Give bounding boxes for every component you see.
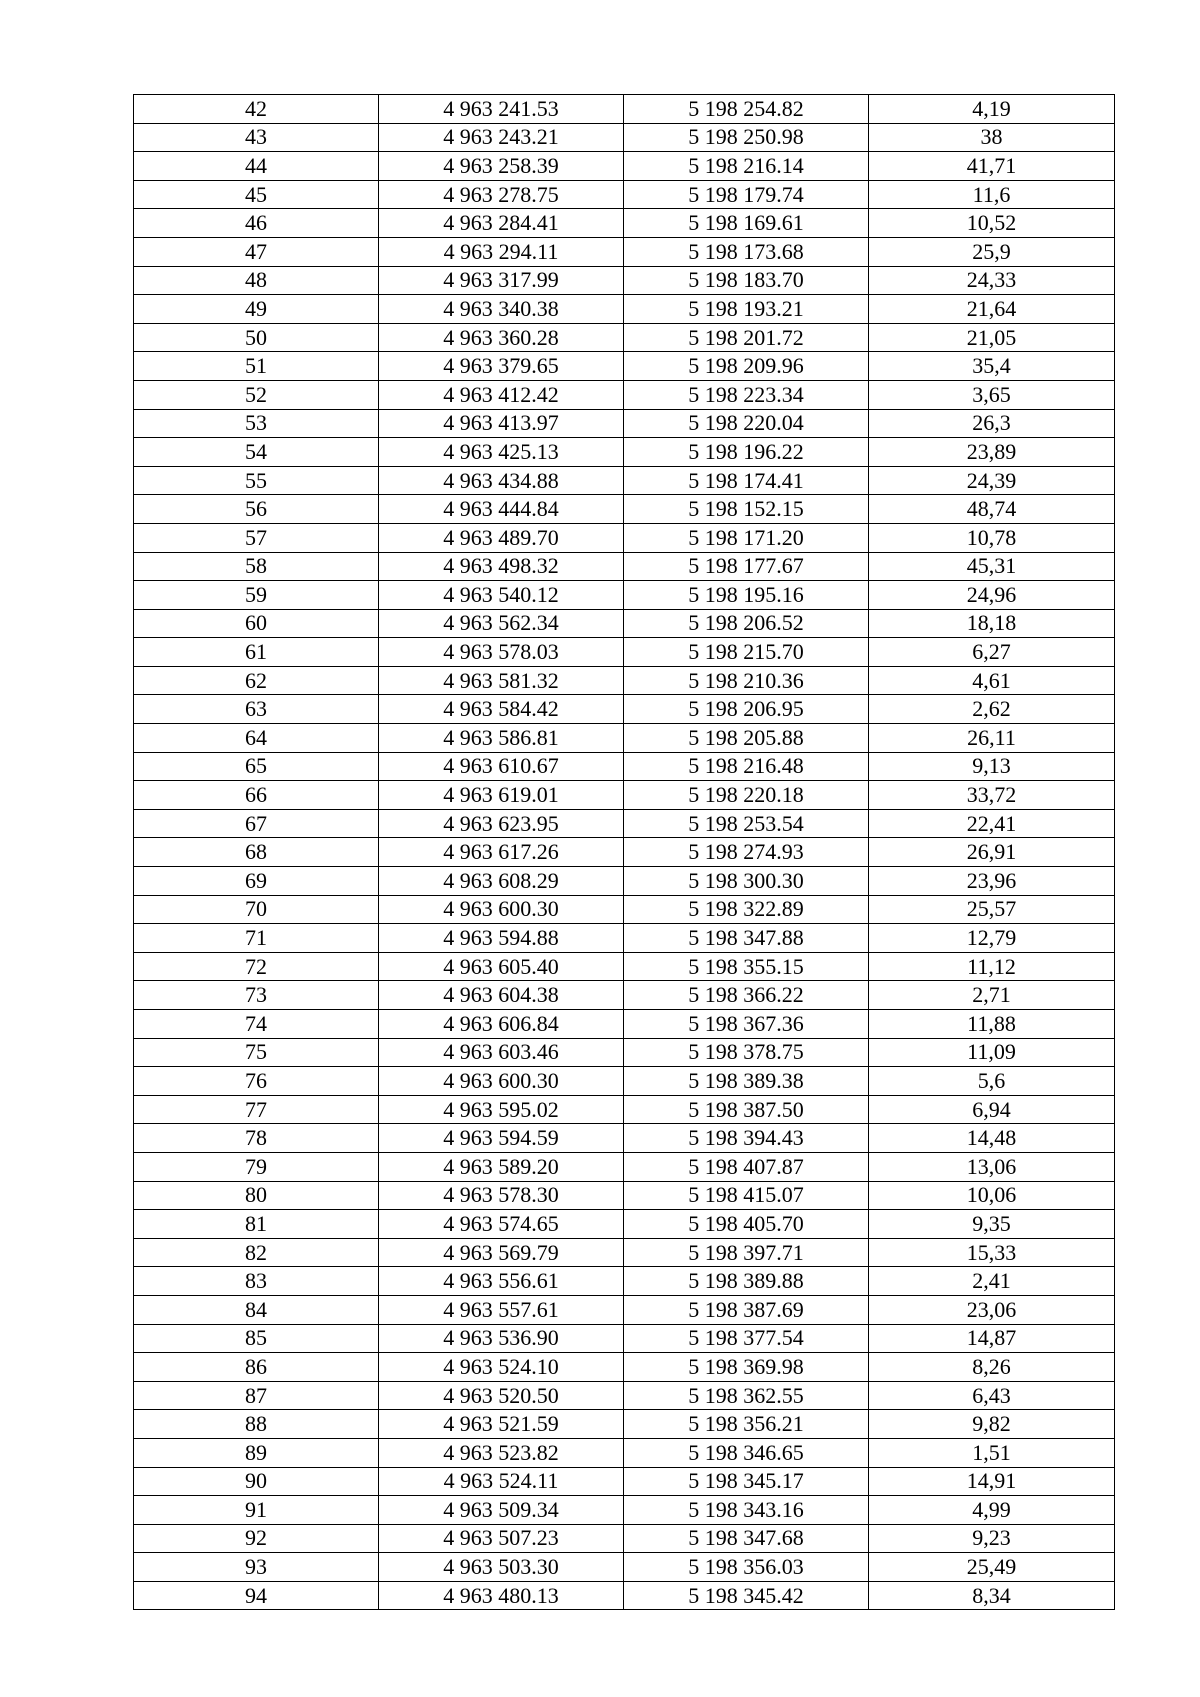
- table-row: [134, 495, 1115, 524]
- distance-cell: 13,06: [869, 1152, 1115, 1181]
- distance-cell: 26,3: [869, 409, 1115, 438]
- distance-cell: 9,13: [869, 752, 1115, 781]
- x-coordinate-cell: 4 963 557.61: [379, 1295, 624, 1324]
- point-number-cell: 48: [134, 266, 379, 295]
- table-row: [134, 1238, 1115, 1267]
- point-number-cell: 62: [134, 666, 379, 695]
- coordinates-table-body: [134, 95, 1115, 1610]
- y-coordinate-cell: 5 198 195.16: [624, 581, 869, 610]
- x-coordinate-cell: 4 963 569.79: [379, 1238, 624, 1267]
- distance-cell: 48,74: [869, 495, 1115, 524]
- x-coordinate-cell: 4 963 507.23: [379, 1524, 624, 1553]
- table-row: [134, 1553, 1115, 1582]
- x-coordinate-cell: 4 963 578.30: [379, 1181, 624, 1210]
- y-coordinate-cell: 5 198 216.14: [624, 152, 869, 181]
- point-number-cell: 51: [134, 352, 379, 381]
- x-coordinate-cell: 4 963 489.70: [379, 523, 624, 552]
- table-row: [134, 266, 1115, 295]
- table-row: [134, 1095, 1115, 1124]
- point-number-cell: 42: [134, 95, 379, 124]
- y-coordinate-cell: 5 198 346.65: [624, 1438, 869, 1467]
- distance-cell: 9,82: [869, 1410, 1115, 1439]
- distance-cell: 9,23: [869, 1524, 1115, 1553]
- point-number-cell: 59: [134, 581, 379, 610]
- point-number-cell: 64: [134, 724, 379, 753]
- y-coordinate-cell: 5 198 183.70: [624, 266, 869, 295]
- point-number-cell: 89: [134, 1438, 379, 1467]
- distance-cell: 14,91: [869, 1467, 1115, 1496]
- table-row: [134, 1038, 1115, 1067]
- x-coordinate-cell: 4 963 584.42: [379, 695, 624, 724]
- y-coordinate-cell: 5 198 389.38: [624, 1067, 869, 1096]
- x-coordinate-cell: 4 963 540.12: [379, 581, 624, 610]
- table-row: [134, 924, 1115, 953]
- point-number-cell: 47: [134, 237, 379, 266]
- distance-cell: 25,49: [869, 1553, 1115, 1582]
- y-coordinate-cell: 5 198 171.20: [624, 523, 869, 552]
- y-coordinate-cell: 5 198 169.61: [624, 209, 869, 238]
- point-number-cell: 65: [134, 752, 379, 781]
- distance-cell: 22,41: [869, 809, 1115, 838]
- point-number-cell: 79: [134, 1152, 379, 1181]
- x-coordinate-cell: 4 963 294.11: [379, 237, 624, 266]
- distance-cell: 4,61: [869, 666, 1115, 695]
- point-number-cell: 50: [134, 323, 379, 352]
- distance-cell: 6,27: [869, 638, 1115, 667]
- y-coordinate-cell: 5 198 193.21: [624, 295, 869, 324]
- table-row: [134, 609, 1115, 638]
- y-coordinate-cell: 5 198 206.52: [624, 609, 869, 638]
- x-coordinate-cell: 4 963 600.30: [379, 895, 624, 924]
- y-coordinate-cell: 5 198 355.15: [624, 952, 869, 981]
- table-row: [134, 523, 1115, 552]
- distance-cell: 24,33: [869, 266, 1115, 295]
- y-coordinate-cell: 5 198 407.87: [624, 1152, 869, 1181]
- table-row: [134, 123, 1115, 152]
- distance-cell: 33,72: [869, 781, 1115, 810]
- point-number-cell: 73: [134, 981, 379, 1010]
- distance-cell: 10,78: [869, 523, 1115, 552]
- point-number-cell: 93: [134, 1553, 379, 1582]
- distance-cell: 8,34: [869, 1581, 1115, 1610]
- point-number-cell: 58: [134, 552, 379, 581]
- point-number-cell: 91: [134, 1496, 379, 1525]
- y-coordinate-cell: 5 198 174.41: [624, 466, 869, 495]
- table-row: [134, 1381, 1115, 1410]
- y-coordinate-cell: 5 198 196.22: [624, 438, 869, 467]
- y-coordinate-cell: 5 198 356.21: [624, 1410, 869, 1439]
- distance-cell: 8,26: [869, 1353, 1115, 1382]
- x-coordinate-cell: 4 963 600.30: [379, 1067, 624, 1096]
- table-row: [134, 409, 1115, 438]
- distance-cell: 45,31: [869, 552, 1115, 581]
- distance-cell: 14,87: [869, 1324, 1115, 1353]
- y-coordinate-cell: 5 198 347.68: [624, 1524, 869, 1553]
- point-number-cell: 92: [134, 1524, 379, 1553]
- y-coordinate-cell: 5 198 215.70: [624, 638, 869, 667]
- y-coordinate-cell: 5 198 210.36: [624, 666, 869, 695]
- table-row: [134, 1067, 1115, 1096]
- x-coordinate-cell: 4 963 360.28: [379, 323, 624, 352]
- table-row: [134, 323, 1115, 352]
- distance-cell: 25,57: [869, 895, 1115, 924]
- y-coordinate-cell: 5 198 387.69: [624, 1295, 869, 1324]
- x-coordinate-cell: 4 963 434.88: [379, 466, 624, 495]
- distance-cell: 5,6: [869, 1067, 1115, 1096]
- distance-cell: 10,06: [869, 1181, 1115, 1210]
- y-coordinate-cell: 5 198 322.89: [624, 895, 869, 924]
- x-coordinate-cell: 4 963 498.32: [379, 552, 624, 581]
- distance-cell: 10,52: [869, 209, 1115, 238]
- table-row: [134, 1124, 1115, 1153]
- table-row: [134, 838, 1115, 867]
- y-coordinate-cell: 5 198 369.98: [624, 1353, 869, 1382]
- y-coordinate-cell: 5 198 220.04: [624, 409, 869, 438]
- point-number-cell: 83: [134, 1267, 379, 1296]
- table-row: [134, 1181, 1115, 1210]
- point-number-cell: 70: [134, 895, 379, 924]
- table-row: [134, 581, 1115, 610]
- point-number-cell: 61: [134, 638, 379, 667]
- x-coordinate-cell: 4 963 317.99: [379, 266, 624, 295]
- distance-cell: 4,99: [869, 1496, 1115, 1525]
- table-row: [134, 781, 1115, 810]
- x-coordinate-cell: 4 963 606.84: [379, 1010, 624, 1039]
- table-row: [134, 952, 1115, 981]
- distance-cell: 11,09: [869, 1038, 1115, 1067]
- table-row: [134, 237, 1115, 266]
- x-coordinate-cell: 4 963 278.75: [379, 180, 624, 209]
- table-row: [134, 724, 1115, 753]
- table-row: [134, 752, 1115, 781]
- point-number-cell: 57: [134, 523, 379, 552]
- point-number-cell: 56: [134, 495, 379, 524]
- x-coordinate-cell: 4 963 425.13: [379, 438, 624, 467]
- y-coordinate-cell: 5 198 223.34: [624, 380, 869, 409]
- x-coordinate-cell: 4 963 536.90: [379, 1324, 624, 1353]
- point-number-cell: 46: [134, 209, 379, 238]
- table-row: [134, 666, 1115, 695]
- point-number-cell: 53: [134, 409, 379, 438]
- table-row: [134, 638, 1115, 667]
- table-row: [134, 895, 1115, 924]
- distance-cell: 12,79: [869, 924, 1115, 953]
- table-row: [134, 380, 1115, 409]
- x-coordinate-cell: 4 963 523.82: [379, 1438, 624, 1467]
- point-number-cell: 74: [134, 1010, 379, 1039]
- point-number-cell: 87: [134, 1381, 379, 1410]
- y-coordinate-cell: 5 198 345.42: [624, 1581, 869, 1610]
- point-number-cell: 69: [134, 867, 379, 896]
- point-number-cell: 82: [134, 1238, 379, 1267]
- x-coordinate-cell: 4 963 594.59: [379, 1124, 624, 1153]
- y-coordinate-cell: 5 198 362.55: [624, 1381, 869, 1410]
- table-row: [134, 1267, 1115, 1296]
- x-coordinate-cell: 4 963 617.26: [379, 838, 624, 867]
- table-row: [134, 1324, 1115, 1353]
- x-coordinate-cell: 4 963 595.02: [379, 1095, 624, 1124]
- point-number-cell: 49: [134, 295, 379, 324]
- y-coordinate-cell: 5 198 206.95: [624, 695, 869, 724]
- x-coordinate-cell: 4 963 578.03: [379, 638, 624, 667]
- x-coordinate-cell: 4 963 412.42: [379, 380, 624, 409]
- table-row: [134, 1210, 1115, 1239]
- y-coordinate-cell: 5 198 250.98: [624, 123, 869, 152]
- point-number-cell: 63: [134, 695, 379, 724]
- x-coordinate-cell: 4 963 605.40: [379, 952, 624, 981]
- y-coordinate-cell: 5 198 378.75: [624, 1038, 869, 1067]
- y-coordinate-cell: 5 198 343.16: [624, 1496, 869, 1525]
- x-coordinate-cell: 4 963 243.21: [379, 123, 624, 152]
- y-coordinate-cell: 5 198 173.68: [624, 237, 869, 266]
- table-row: [134, 152, 1115, 181]
- table-row: [134, 1410, 1115, 1439]
- x-coordinate-cell: 4 963 379.65: [379, 352, 624, 381]
- distance-cell: 6,43: [869, 1381, 1115, 1410]
- y-coordinate-cell: 5 198 177.67: [624, 552, 869, 581]
- y-coordinate-cell: 5 198 366.22: [624, 981, 869, 1010]
- distance-cell: 21,05: [869, 323, 1115, 352]
- table-row: [134, 1152, 1115, 1181]
- y-coordinate-cell: 5 198 179.74: [624, 180, 869, 209]
- y-coordinate-cell: 5 198 415.07: [624, 1181, 869, 1210]
- y-coordinate-cell: 5 198 389.88: [624, 1267, 869, 1296]
- x-coordinate-cell: 4 963 586.81: [379, 724, 624, 753]
- table-row: [134, 1295, 1115, 1324]
- distance-cell: 23,06: [869, 1295, 1115, 1324]
- x-coordinate-cell: 4 963 524.11: [379, 1467, 624, 1496]
- point-number-cell: 71: [134, 924, 379, 953]
- distance-cell: 18,18: [869, 609, 1115, 638]
- y-coordinate-cell: 5 198 152.15: [624, 495, 869, 524]
- distance-cell: 11,12: [869, 952, 1115, 981]
- x-coordinate-cell: 4 963 604.38: [379, 981, 624, 1010]
- y-coordinate-cell: 5 198 405.70: [624, 1210, 869, 1239]
- distance-cell: 41,71: [869, 152, 1115, 181]
- y-coordinate-cell: 5 198 347.88: [624, 924, 869, 953]
- table-row: [134, 295, 1115, 324]
- x-coordinate-cell: 4 963 562.34: [379, 609, 624, 638]
- distance-cell: 23,89: [869, 438, 1115, 467]
- x-coordinate-cell: 4 963 594.88: [379, 924, 624, 953]
- y-coordinate-cell: 5 198 220.18: [624, 781, 869, 810]
- y-coordinate-cell: 5 198 367.36: [624, 1010, 869, 1039]
- table-row: [134, 209, 1115, 238]
- y-coordinate-cell: 5 198 397.71: [624, 1238, 869, 1267]
- distance-cell: 9,35: [869, 1210, 1115, 1239]
- distance-cell: 26,91: [869, 838, 1115, 867]
- x-coordinate-cell: 4 963 520.50: [379, 1381, 624, 1410]
- point-number-cell: 43: [134, 123, 379, 152]
- distance-cell: 14,48: [869, 1124, 1115, 1153]
- x-coordinate-cell: 4 963 503.30: [379, 1553, 624, 1582]
- distance-cell: 15,33: [869, 1238, 1115, 1267]
- table-row: [134, 466, 1115, 495]
- y-coordinate-cell: 5 198 387.50: [624, 1095, 869, 1124]
- x-coordinate-cell: 4 963 284.41: [379, 209, 624, 238]
- point-number-cell: 75: [134, 1038, 379, 1067]
- y-coordinate-cell: 5 198 300.30: [624, 867, 869, 896]
- x-coordinate-cell: 4 963 619.01: [379, 781, 624, 810]
- point-number-cell: 80: [134, 1181, 379, 1210]
- point-number-cell: 90: [134, 1467, 379, 1496]
- x-coordinate-cell: 4 963 444.84: [379, 495, 624, 524]
- y-coordinate-cell: 5 198 216.48: [624, 752, 869, 781]
- point-number-cell: 81: [134, 1210, 379, 1239]
- point-number-cell: 76: [134, 1067, 379, 1096]
- coordinates-table: [133, 94, 1115, 1610]
- distance-cell: 21,64: [869, 295, 1115, 324]
- x-coordinate-cell: 4 963 574.65: [379, 1210, 624, 1239]
- point-number-cell: 44: [134, 152, 379, 181]
- distance-cell: 1,51: [869, 1438, 1115, 1467]
- y-coordinate-cell: 5 198 394.43: [624, 1124, 869, 1153]
- table-row: [134, 352, 1115, 381]
- table-row: [134, 981, 1115, 1010]
- distance-cell: 26,11: [869, 724, 1115, 753]
- point-number-cell: 52: [134, 380, 379, 409]
- x-coordinate-cell: 4 963 241.53: [379, 95, 624, 124]
- point-number-cell: 66: [134, 781, 379, 810]
- distance-cell: 11,6: [869, 180, 1115, 209]
- point-number-cell: 88: [134, 1410, 379, 1439]
- x-coordinate-cell: 4 963 608.29: [379, 867, 624, 896]
- distance-cell: 25,9: [869, 237, 1115, 266]
- y-coordinate-cell: 5 198 356.03: [624, 1553, 869, 1582]
- table-row: [134, 1524, 1115, 1553]
- table-row: [134, 1496, 1115, 1525]
- x-coordinate-cell: 4 963 623.95: [379, 809, 624, 838]
- table-row: [134, 1010, 1115, 1039]
- y-coordinate-cell: 5 198 377.54: [624, 1324, 869, 1353]
- point-number-cell: 72: [134, 952, 379, 981]
- distance-cell: 4,19: [869, 95, 1115, 124]
- x-coordinate-cell: 4 963 581.32: [379, 666, 624, 695]
- x-coordinate-cell: 4 963 524.10: [379, 1353, 624, 1382]
- distance-cell: 2,71: [869, 981, 1115, 1010]
- point-number-cell: 68: [134, 838, 379, 867]
- y-coordinate-cell: 5 198 201.72: [624, 323, 869, 352]
- point-number-cell: 85: [134, 1324, 379, 1353]
- x-coordinate-cell: 4 963 480.13: [379, 1581, 624, 1610]
- point-number-cell: 84: [134, 1295, 379, 1324]
- x-coordinate-cell: 4 963 340.38: [379, 295, 624, 324]
- point-number-cell: 60: [134, 609, 379, 638]
- x-coordinate-cell: 4 963 603.46: [379, 1038, 624, 1067]
- table-row: [134, 180, 1115, 209]
- table-row: [134, 695, 1115, 724]
- table-row: [134, 1438, 1115, 1467]
- point-number-cell: 94: [134, 1581, 379, 1610]
- distance-cell: 11,88: [869, 1010, 1115, 1039]
- table-row: [134, 552, 1115, 581]
- distance-cell: 23,96: [869, 867, 1115, 896]
- x-coordinate-cell: 4 963 610.67: [379, 752, 624, 781]
- y-coordinate-cell: 5 198 209.96: [624, 352, 869, 381]
- point-number-cell: 77: [134, 1095, 379, 1124]
- distance-cell: 35,4: [869, 352, 1115, 381]
- x-coordinate-cell: 4 963 258.39: [379, 152, 624, 181]
- distance-cell: 38: [869, 123, 1115, 152]
- y-coordinate-cell: 5 198 253.54: [624, 809, 869, 838]
- point-number-cell: 55: [134, 466, 379, 495]
- table-row: [134, 95, 1115, 124]
- point-number-cell: 45: [134, 180, 379, 209]
- table-row: [134, 867, 1115, 896]
- table-row: [134, 438, 1115, 467]
- x-coordinate-cell: 4 963 413.97: [379, 409, 624, 438]
- distance-cell: 6,94: [869, 1095, 1115, 1124]
- x-coordinate-cell: 4 963 521.59: [379, 1410, 624, 1439]
- point-number-cell: 67: [134, 809, 379, 838]
- y-coordinate-cell: 5 198 205.88: [624, 724, 869, 753]
- table-row: [134, 1467, 1115, 1496]
- distance-cell: 24,96: [869, 581, 1115, 610]
- x-coordinate-cell: 4 963 556.61: [379, 1267, 624, 1296]
- y-coordinate-cell: 5 198 345.17: [624, 1467, 869, 1496]
- x-coordinate-cell: 4 963 509.34: [379, 1496, 624, 1525]
- distance-cell: 24,39: [869, 466, 1115, 495]
- point-number-cell: 54: [134, 438, 379, 467]
- distance-cell: 2,62: [869, 695, 1115, 724]
- distance-cell: 3,65: [869, 380, 1115, 409]
- y-coordinate-cell: 5 198 274.93: [624, 838, 869, 867]
- table-row: [134, 1353, 1115, 1382]
- distance-cell: 2,41: [869, 1267, 1115, 1296]
- y-coordinate-cell: 5 198 254.82: [624, 95, 869, 124]
- point-number-cell: 78: [134, 1124, 379, 1153]
- table-row: [134, 809, 1115, 838]
- point-number-cell: 86: [134, 1353, 379, 1382]
- table-row: [134, 1581, 1115, 1610]
- x-coordinate-cell: 4 963 589.20: [379, 1152, 624, 1181]
